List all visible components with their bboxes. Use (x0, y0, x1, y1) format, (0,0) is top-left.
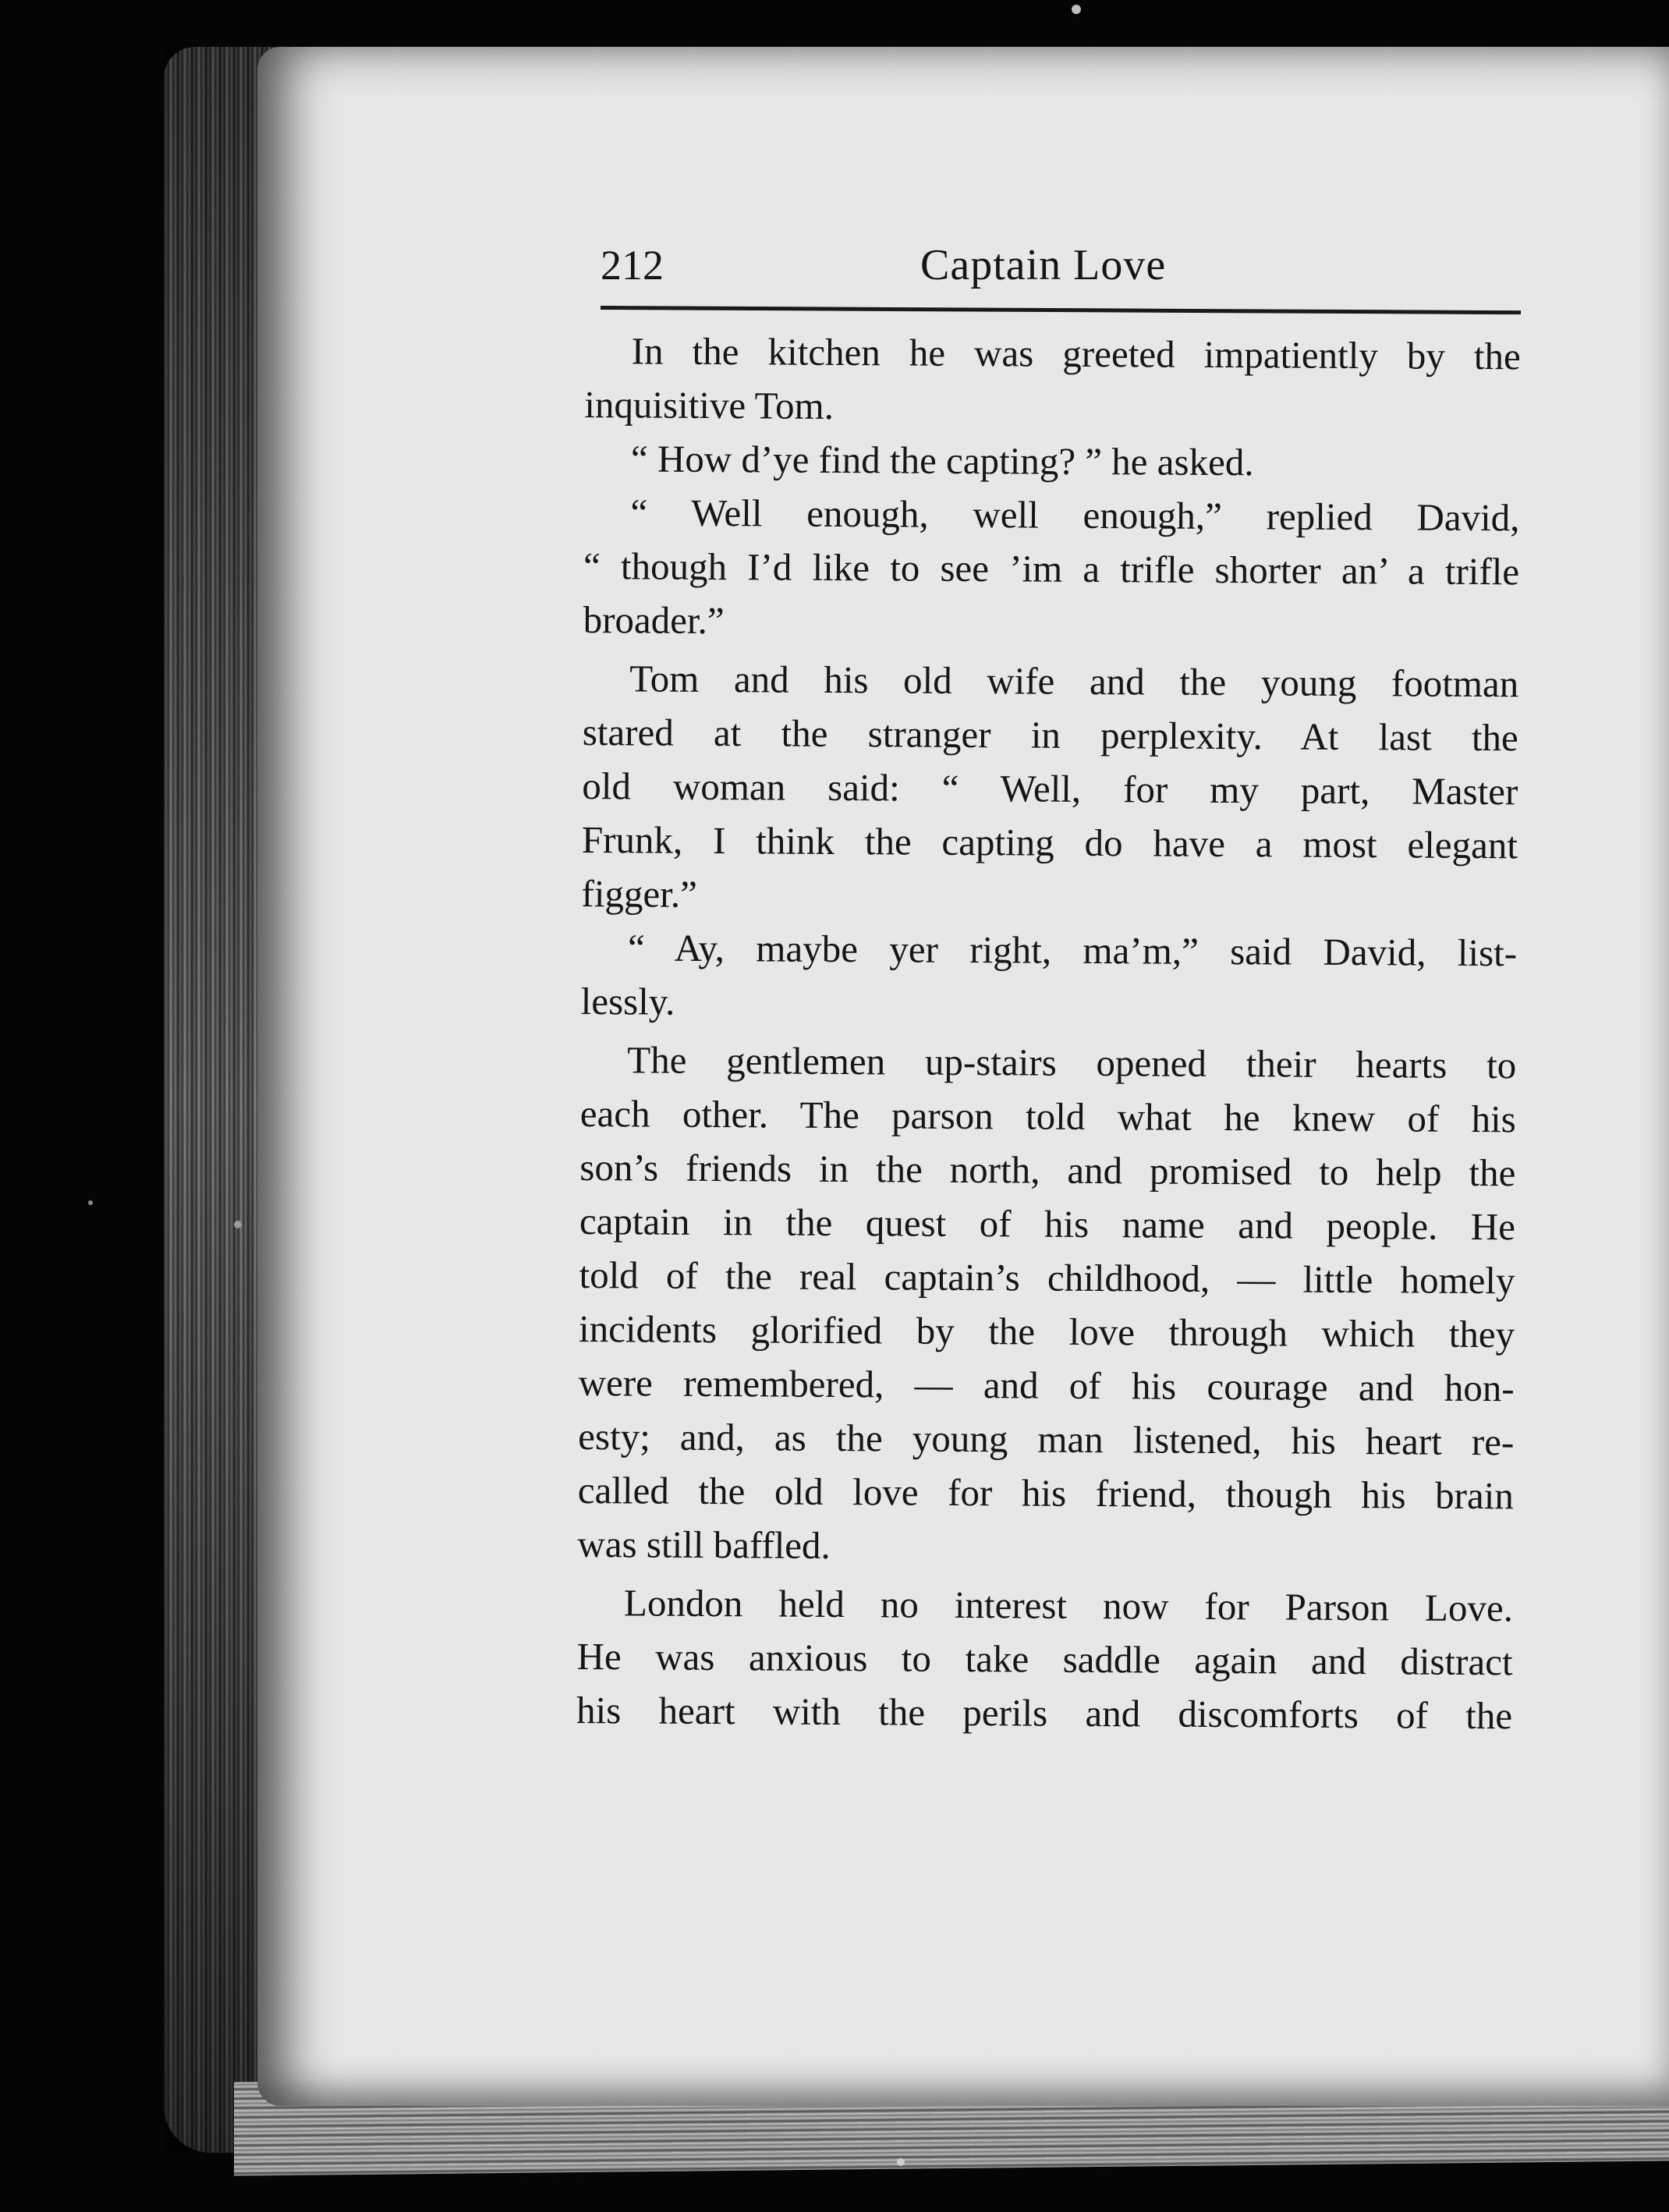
text-line: In the kitchen he was greeted impatiently by the (631, 329, 1521, 378)
text-line: old woman said: “ Well, for my part, Master (582, 764, 1518, 814)
text-line: captain in the quest of his name and people. He (579, 1199, 1516, 1249)
text-line: was still baffled. (577, 1522, 831, 1567)
text-line: London held no interest now for Parson Love. (623, 1581, 1514, 1630)
text-line: He was anxious to take saddle again and distract (576, 1634, 1513, 1684)
page-number: 212 (601, 242, 664, 289)
running-head-title: Captain Love (920, 241, 1167, 289)
scan-speck (1072, 5, 1081, 14)
text-line: incidents glorified by the love through which they (578, 1306, 1515, 1356)
text-line: called the old love for his friend, though his brain (577, 1468, 1515, 1518)
text-line: Tom and his old wife and the young footman (629, 657, 1519, 706)
scan-speck (88, 1200, 93, 1205)
text-line: “ Well enough, well enough,” replied David, (630, 491, 1520, 540)
text-line: “ How d’ye find the capting? ” he asked. (630, 437, 1254, 484)
text-line: told of the real captain’s childhood, — little homely (579, 1253, 1515, 1303)
text-line: his heart with the perils and discomforts of the (576, 1688, 1513, 1738)
scan-speck (897, 2158, 905, 2166)
text-line: The gentlemen up-stairs opened their hearts to (627, 1038, 1517, 1087)
text-line: inquisitive Tom. (584, 382, 834, 427)
text-line: “ Ay, maybe yer right, ma’m,” said David, list- (627, 926, 1518, 975)
text-line: “ though I’d like to see ’im a trifle shorter an’ a trifle (583, 544, 1520, 594)
text-line: esty; and, as the young man listened, his heart re- (578, 1414, 1515, 1464)
text-line: stared at the stranger in perplexity. At last the (582, 710, 1518, 760)
text-line: lessly. (580, 979, 675, 1023)
text-line: each other. The parson told what he knew of his (579, 1091, 1516, 1141)
text-line: son’s friends in the north, and promised to help the (579, 1145, 1516, 1195)
scan-speck (234, 1221, 242, 1228)
text-line: figger.” (581, 871, 697, 916)
text-line: were remembered, — and of his courage and hon- (578, 1360, 1515, 1410)
text-line: Frunk, I think the capting do have a most elegant (581, 817, 1518, 867)
text-line: broader.” (583, 597, 725, 643)
